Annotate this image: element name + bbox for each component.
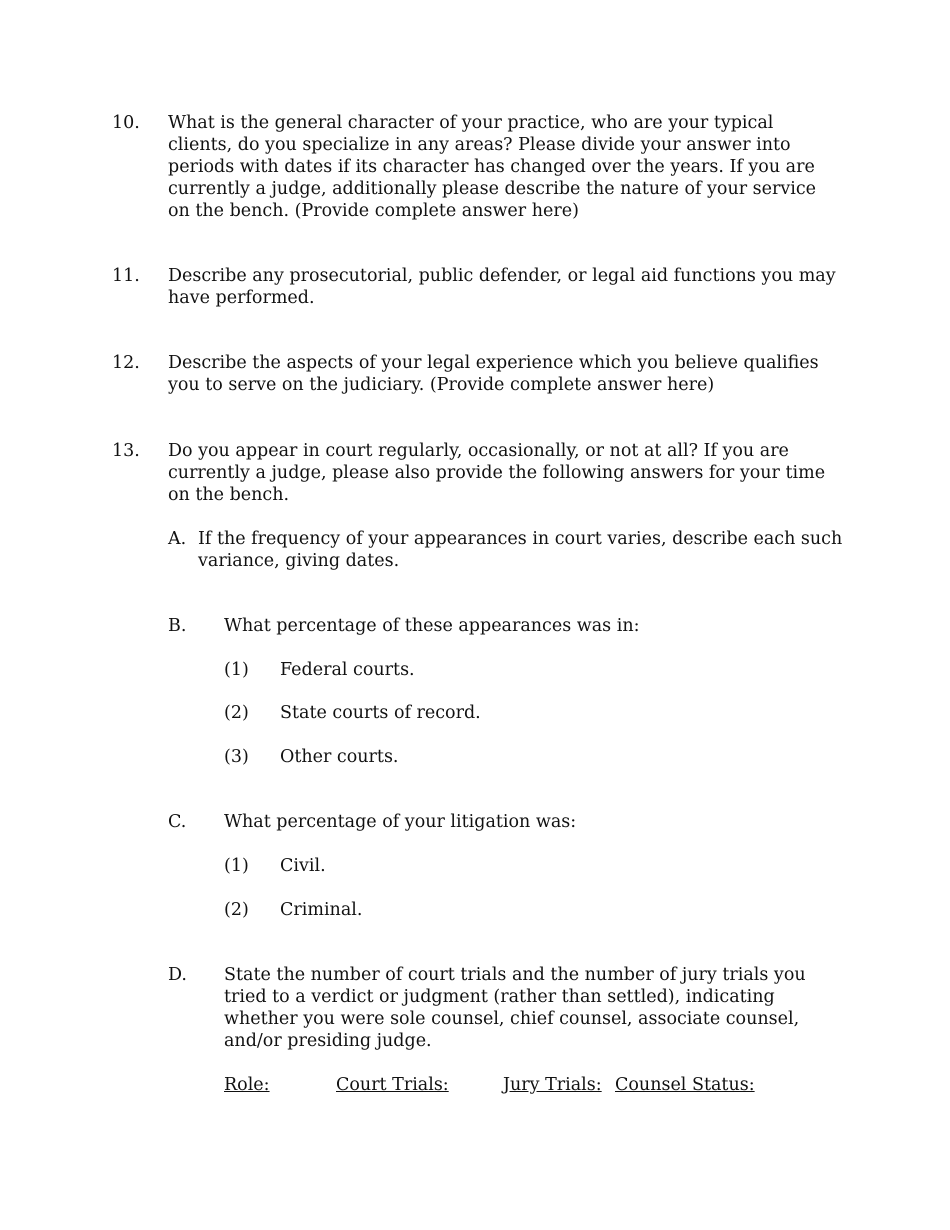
subquestion-letter: B. — [168, 616, 187, 636]
subquestion-letter: A. — [168, 529, 187, 549]
question-text: Describe the aspects of your legal experience which you believe qualifies you to serve on the judiciary. (Provide complete answer here) — [168, 353, 819, 395]
column-header-jury-trials: Jury Trials: — [503, 1075, 602, 1095]
question-number: 11. — [112, 266, 140, 286]
subquestion-b — [168, 615, 848, 637]
item-number: (3) — [224, 747, 249, 767]
list-item — [224, 855, 844, 877]
item-text: Federal courts. — [280, 660, 415, 680]
list-item — [224, 659, 844, 681]
list-item — [224, 702, 844, 724]
item-text: Civil. — [280, 856, 326, 876]
column-header-role: Role: — [224, 1075, 270, 1095]
question-12 — [112, 352, 842, 396]
subquestion-text: What percentage of your litigation was: — [224, 812, 577, 832]
question-11 — [112, 265, 842, 309]
question-text: What is the general character of your practice, who are your typical clients, do you specialize in any areas? Please divide your answer into periods with dates if its character has changed over the years. If you are currently a judge, additionally please describe the nature of your service on the bench. (Provide complete answer here) — [168, 113, 817, 221]
subquestion-letter: D. — [168, 965, 187, 985]
item-text: State courts of record. — [280, 703, 481, 723]
subquestion-text: If the frequency of your appearances in court varies, describe each such variance, giving dates. — [198, 529, 843, 571]
item-text: Other courts. — [280, 747, 399, 767]
question-text: Do you appear in court regularly, occasionally, or not at all? If you are currently a judge, please also provide the following answers for your time on the bench. — [168, 441, 826, 505]
question-10 — [112, 112, 842, 222]
subquestion-text: State the number of court trials and the number of jury trials you tried to a verdict or judgment (rather than settled), indicating whether you were sole counsel, chief counsel, associate counsel, and/or presiding judge. — [224, 965, 806, 1051]
item-number: (2) — [224, 900, 249, 920]
item-number: (1) — [224, 856, 249, 876]
question-number: 10. — [112, 113, 140, 133]
item-number: (1) — [224, 660, 249, 680]
list-item — [224, 746, 844, 768]
item-number: (2) — [224, 703, 249, 723]
question-text: Describe any prosecutorial, public defender, or legal aid functions you may have performed. — [168, 266, 836, 308]
question-13 — [112, 440, 842, 506]
subquestion-c — [168, 811, 848, 833]
question-number: 13. — [112, 441, 140, 461]
trials-table-header — [0, 1074, 950, 1098]
subquestion-d — [168, 964, 848, 1052]
question-number: 12. — [112, 353, 140, 373]
subquestion-text: What percentage of these appearances was in: — [224, 616, 640, 636]
column-header-counsel-status: Counsel Status: — [615, 1075, 755, 1095]
item-text: Criminal. — [280, 900, 363, 920]
list-item — [224, 899, 844, 921]
subquestion-a — [168, 528, 848, 572]
column-header-court-trials: Court Trials: — [336, 1075, 449, 1095]
subquestion-letter: C. — [168, 812, 187, 832]
